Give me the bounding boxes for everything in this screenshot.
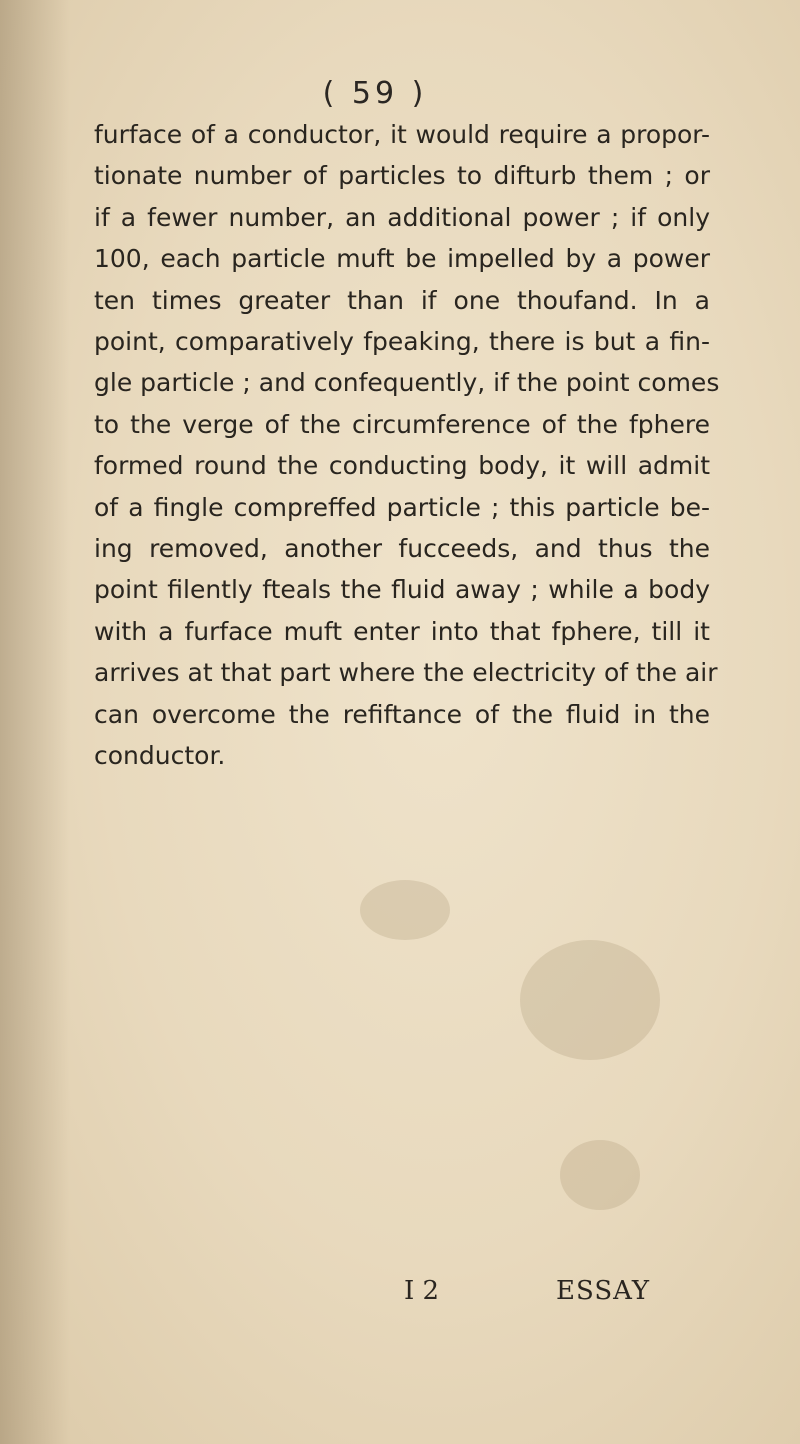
text-line: ten times greater than if one thoufand. In a — [94, 285, 710, 315]
text-line: tionate number of particles to difturb them ; or — [94, 161, 710, 191]
catchword: ESSAY — [556, 1276, 651, 1306]
text-line: of a fingle compreffed particle ; this particle be- — [94, 492, 710, 522]
text-line: arrives at that part where the electricity of the air — [94, 658, 718, 688]
text-line: ing removed, another fucceeds, and thus the — [94, 534, 710, 564]
text-line: furface of a conductor, it would require a propor- — [94, 120, 710, 149]
body-paragraph — [94, 114, 720, 777]
text-line: if a fewer number, an additional power ; if only — [94, 202, 710, 232]
signature-mark: I 2 — [404, 1276, 440, 1306]
text-line: to the verge of the circumference of the fphere — [94, 409, 710, 439]
page-number: ( 59 ) — [322, 76, 428, 111]
text-line: conductor. — [94, 741, 226, 771]
text-line: formed round the conducting body, it will admit — [94, 451, 710, 481]
text-line: point filently fteals the fluid away ; while a body — [94, 575, 710, 605]
text-line: with a furface muft enter into that fphere, till it — [94, 616, 710, 646]
text-line: gle particle ; and confequently, if the point comes — [94, 368, 720, 398]
text-line: 100, each particle muft be impelled by a power — [94, 244, 710, 274]
text-line: point, comparatively fpeaking, there is but a fin- — [94, 327, 710, 357]
text-line: can overcome the refiftance of the fluid in the — [94, 699, 710, 729]
